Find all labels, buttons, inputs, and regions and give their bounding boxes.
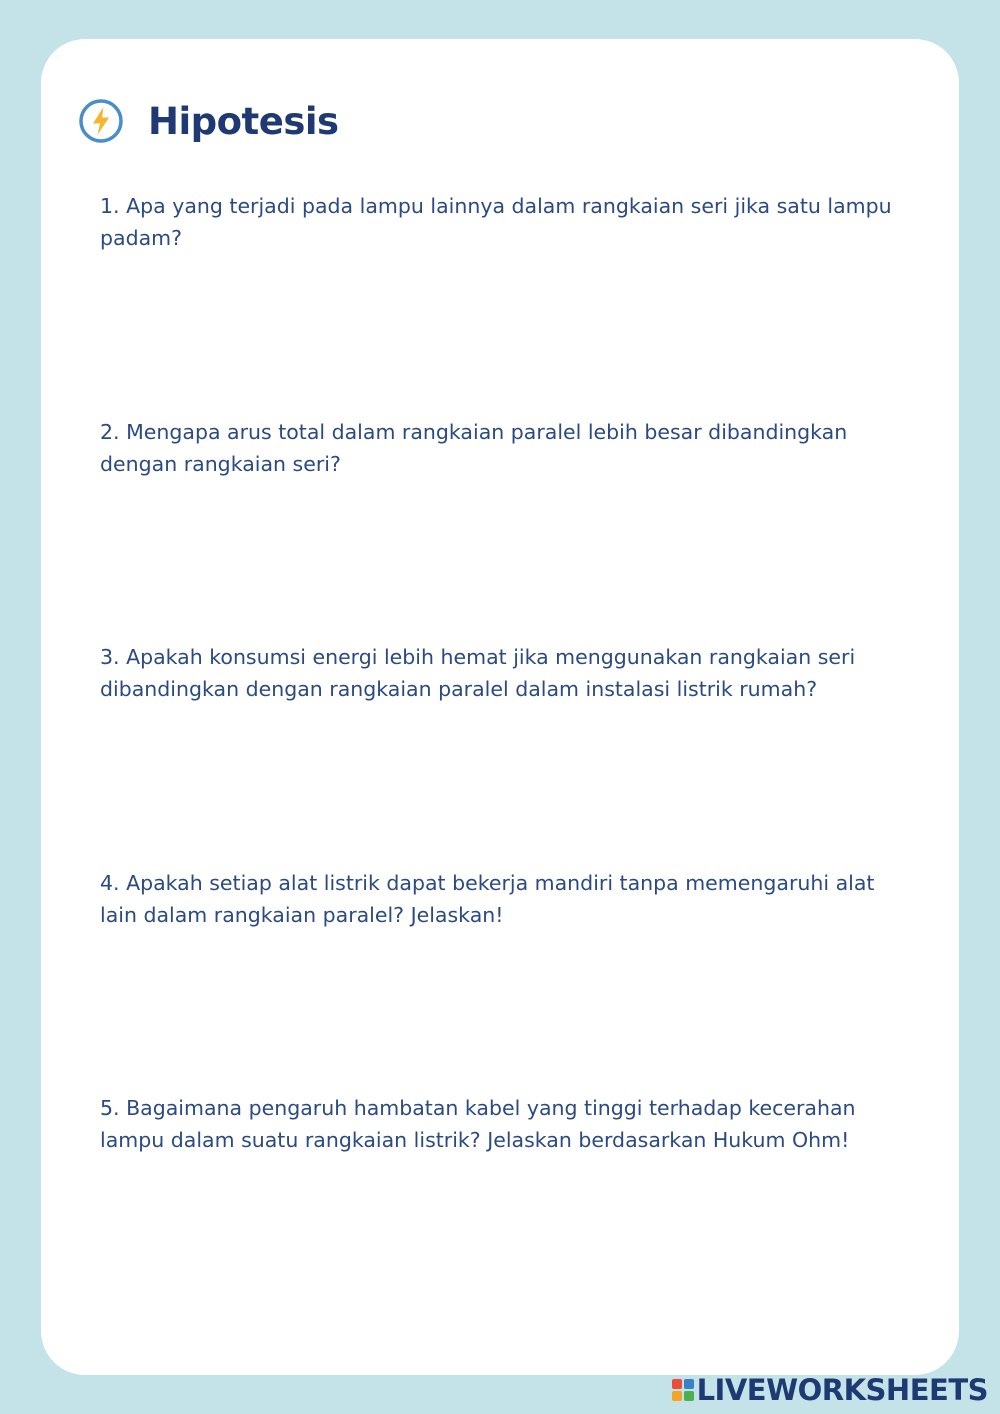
liveworksheets-logo[interactable] (672, 1374, 988, 1406)
page-title: Hipotesis (148, 99, 339, 143)
section-header (78, 97, 339, 145)
question-4: 4. Apakah setiap alat listrik dapat bekerja mandiri tanpa memengaruhi alat lain dalam rangkaian paralel? Jelaskan! (100, 871, 875, 927)
question-2: 2. Mengapa arus total dalam rangkaian paralel lebih besar dibandingkan dengan rangkaian seri? (100, 420, 848, 476)
question-5: 5. Bagaimana pengaruh hambatan kabel yang tinggi terhadap kecerahan lampu dalam suatu rangkaian listrik? Jelaskan berdasarkan Hukum Ohm! (100, 1096, 856, 1152)
question-1: 1. Apa yang terjadi pada lampu lainnya dalam rangkaian seri jika satu lampu padam? (100, 194, 892, 250)
liveworksheets-logo-icon (672, 1379, 694, 1401)
lightning-bolt-icon (78, 98, 124, 144)
question-3: 3. Apakah konsumsi energi lebih hemat jika menggunakan rangkaian seri dibandingkan dengan rangkaian paralel dalam instalasi listrik rumah? (100, 645, 856, 701)
brand-name: LIVEWORKSHEETS (696, 1373, 988, 1407)
worksheet-card (41, 39, 959, 1375)
